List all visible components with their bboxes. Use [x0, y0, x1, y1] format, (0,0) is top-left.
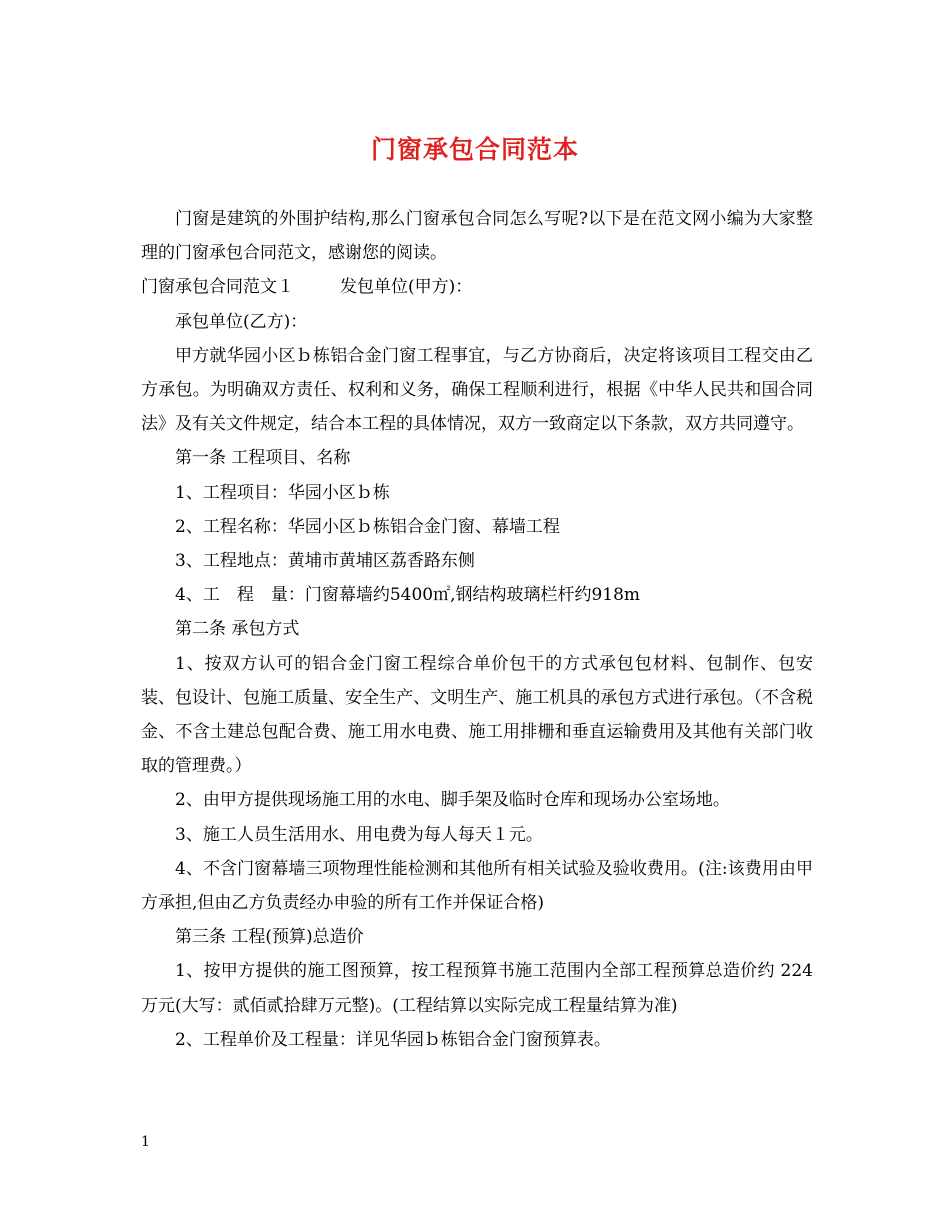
article2-item: 2、由甲方提供现场施工用的水电、脚手架及临时仓库和现场办公室场地。 [175, 790, 730, 811]
article2-heading: 第二条 承包方式 [175, 619, 300, 640]
sample-line [141, 270, 813, 304]
party-a-label: 发包单位(甲方)： [340, 277, 473, 298]
preamble-paragraph: 甲方就华园小区ｂ栋铝合金门窗工程事宜，与乙方协商后，决定将该项目工程交由乙方承包。为明确双方责任、权利和义务，确保工程顺利进行，根据《中华人民共和国合同法》及有关文件规定，结合本工程的具体情况，双方一致商定以下条款，双方共同遵守。 [141, 345, 813, 435]
intro-paragraph: 门窗是建筑的外围护结构,那么门窗承包合同怎么写呢?以下是在范文网小编为大家整理的门窗承包合同范文，感谢您的阅读。 [141, 209, 813, 264]
party-b-label: 承包单位(乙方)： [175, 311, 308, 332]
article2-item: 4、不含门窗幕墙三项物理性能检测和其他所有相关试验及验收费用。(注:该费用由甲方承担,但由乙方负责经办申验的所有工作并保证合格) [141, 858, 813, 914]
article1-item: 2、工程名称：华园小区ｂ栋铝合金门窗、幕墙工程 [175, 516, 560, 537]
article3-item: 2、工程单价及工程量：详见华园ｂ栋铝合金门窗预算表。 [175, 1029, 611, 1050]
article1-item: 1、工程项目：华园小区ｂ栋 [175, 482, 390, 503]
article3-item: 1、按甲方提供的施工图预算，按工程预算书施工范围内全部工程预算总造价约 224万元(大写：贰佰贰拾肆万元整)。(工程结算以实际完成工程量结算为准) [141, 961, 813, 1016]
article1-heading: 第一条 工程项目、名称 [175, 448, 351, 469]
article2-item: 1、按双方认可的铝合金门窗工程综合单价包干的方式承包包材料、包制作、包安装、包设计、包施工质量、安全生产、文明生产、施工机具的承包方式进行承包。（不含税金、不含土建总包配合费、施工用水电费、施工用排栅和垂直运输费用及其他有关部门收取的管理费。） [141, 653, 813, 777]
article3-heading: 第三条 工程(预算)总造价 [175, 927, 364, 948]
article1-item: 3、工程地点：黄埔市黄埔区荔香路东侧 [175, 551, 475, 572]
sample-label: 门窗承包合同范文１ [141, 277, 294, 298]
article1-item: 4、工 程 量：门窗幕墙约5400㎡,钢结构玻璃栏杆约918m [175, 585, 641, 606]
article2-item: 3、施工人员生活用水、用电费为每人每天１元。 [175, 824, 543, 845]
page-number: 1 [141, 1134, 150, 1150]
document-body [141, 202, 813, 1057]
document-title: 门窗承包合同范本 [370, 135, 579, 164]
